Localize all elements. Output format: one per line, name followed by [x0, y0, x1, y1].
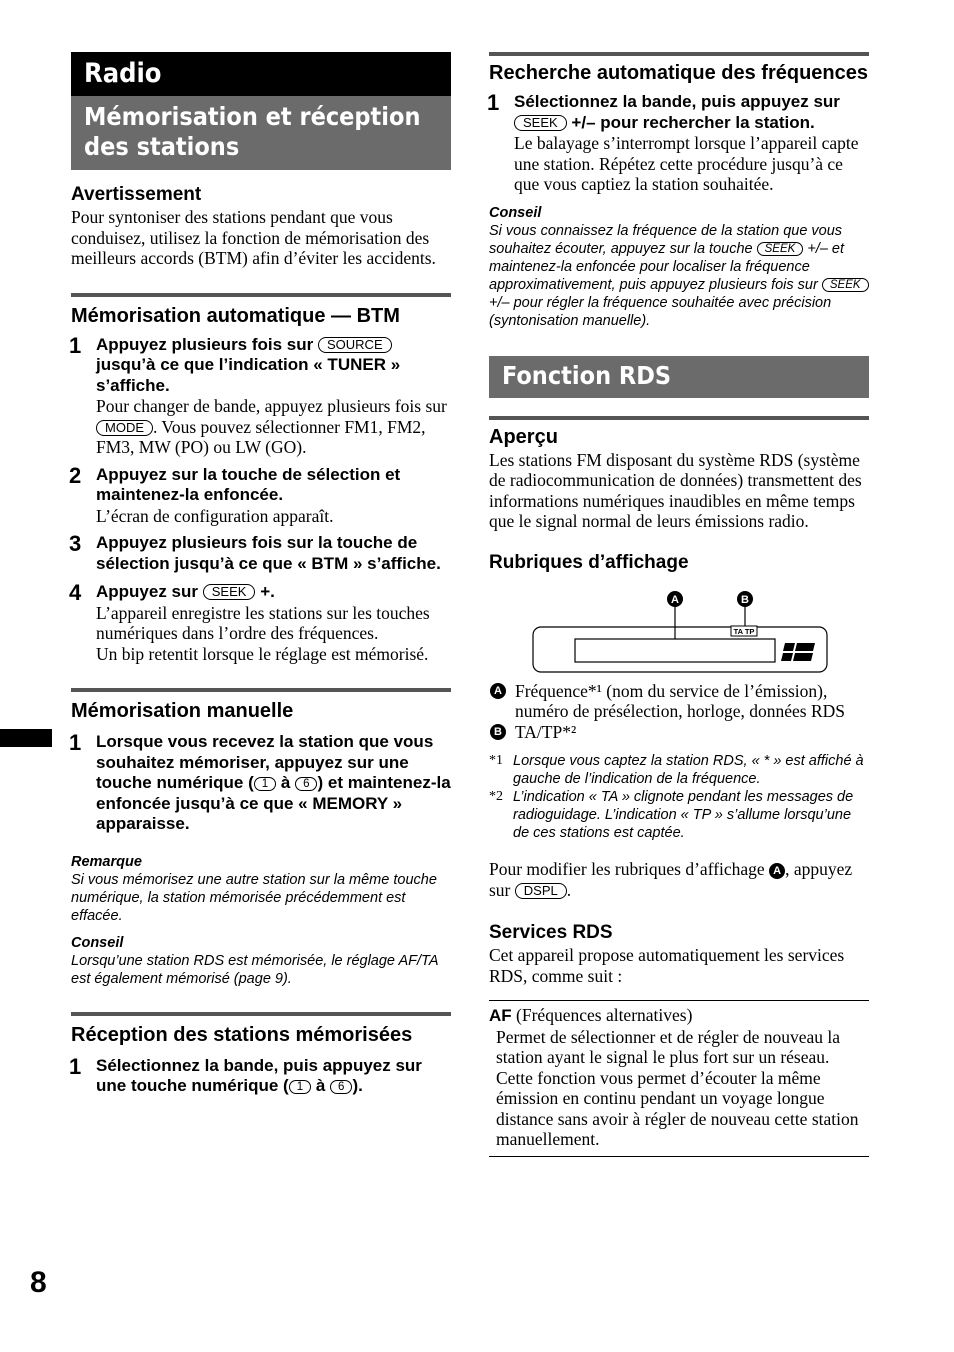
btm-step-4: 4 Appuyez sur SEEK +. L’appareil enregistre les stations sur les touches numériques dans l’ordre des fréquences. Un bip retentit lorsque le réglage est mémorisé.	[69, 580, 430, 664]
footnote-2: *2 L’indication « TA » clignote pendant les messages de radioguidage. L’indication « TP » s’allume lorsqu’une de ces stations est captée.	[489, 789, 854, 841]
seek-key: SEEK	[203, 584, 256, 600]
rubriques-title: Rubriques d’affichage	[489, 551, 689, 573]
dspl-key: DSPL	[515, 883, 567, 899]
services-text: Cet appareil propose automatiquement les services RDS, comme suit :	[489, 945, 845, 986]
left-column	[71, 52, 451, 1097]
marker-a: A	[490, 683, 506, 699]
item-b: B TA/TP*²	[489, 722, 869, 743]
conseil-text: Si vous connaissez la fréquence de la station que vous souhaitez écouter, appuyez sur la touche SEEK +/– et maintenez-la enfoncée pour localiser la fréquence approximativement, puis appuyez plusieurs fois sur SEEK +/– pour régler la fréquence souhaitée avec précision (syntonisation manuelle).	[489, 222, 869, 330]
modify-text: Pour modifier les rubriques d’affichage A , appuyez sur DSPL .	[489, 859, 853, 900]
btm-step-3: 3 Appuyez plusieurs fois sur la touche de sélection jusqu’à ce que « BTM » s’affiche.	[69, 531, 441, 573]
footnote-1: *1 Lorsque vous captez la station RDS, « * » est affiché à gauche de l’indication de la fréquence.	[489, 753, 864, 787]
remarque-title: Remarque	[71, 853, 142, 870]
btm-step-1: 1 Appuyez plusieurs fois sur SOURCE jusqu’à ce que l’indication « TUNER » s’affiche. Pour changer de bande, appuyez plusieurs fois sur MODE . Vous pouvez sélectionner FM1, FM2, FM3, MW (PO) ou LW (GO).	[69, 332, 447, 457]
source-key: SOURCE	[318, 337, 392, 353]
display-panel-illustration	[489, 589, 869, 677]
manual-title: Mémorisation manuelle	[71, 700, 294, 722]
marker-b: B	[490, 724, 506, 740]
services-title: Services RDS	[489, 922, 613, 943]
avertissement-title: Avertissement	[71, 184, 202, 205]
page-number: 8	[30, 1266, 47, 1299]
recall-step-1: 1 Sélectionnez la bande, puis appuyez sur une touche numérique ( 1 à 6 ).	[69, 1053, 422, 1095]
rds-header: Fonction RDS	[489, 356, 869, 398]
conseil-text: Lorsqu’une station RDS est mémorisée, le réglage AF/TA est également mémorisé (page 9).	[71, 952, 438, 987]
btm-step-2: 2 Appuyez sur la touche de sélection et maintenez-la enfoncée. L’écran de configuration apparaît.	[69, 462, 401, 526]
memo-header: Mémorisation et réception des stations	[71, 96, 451, 170]
manual-step-1: 1 Lorsque vous recevez la station que vous souhaitez mémoriser, appuyez sur une touche numérique ( 1 à 6 ) et maintenez-la enfoncée jusqu’à ce que « MEMORY » apparaisse.	[69, 730, 451, 833]
af-box: AF (Fréquences alternatives) Permet de sélectionner et de régler de nouveau la station ayant le signal le plus fort sur un réseau. Cette fonction vous permet d’écouter la même émission en continu pendant un voyage longue distance sans avoir à régler de nouveau cette station manuellement.	[489, 1000, 869, 1157]
remarque-text: Si vous mémorisez une autre station sur la même touche numérique, la station mémorisée précédemment est effacée.	[71, 871, 437, 924]
search-title: Recherche automatique des fréquences	[489, 62, 869, 84]
btm-title: Mémorisation automatique — BTM	[71, 304, 400, 327]
mode-key: MODE	[96, 420, 153, 436]
recall-title: Réception des stations mémorisées	[71, 1023, 413, 1046]
conseil-title: Conseil	[71, 934, 124, 951]
right-column	[489, 52, 869, 1157]
section-tab-marker	[0, 729, 52, 747]
apercu-text: Les stations FM disposant du système RDS (système de radiocommunication de données) transmettent des informations numériques inaudibles en même temps que le signal normal de leurs émissions radio.	[489, 449, 862, 531]
conseil-title: Conseil	[489, 204, 542, 221]
avertissement-text: Pour syntoniser des stations pendant que vous conduisez, utilisez la fonction de mémorisation des meilleurs accords (BTM) afin d’éviter les accidents.	[71, 207, 436, 268]
radio-header: Radio	[71, 52, 451, 96]
svg-text:A: A	[671, 593, 679, 606]
seek-key: SEEK	[514, 115, 567, 131]
search-step-1: 1 Sélectionnez la bande, puis appuyez sur SEEK +/– pour rechercher la station. Le balayage s’interrompt lorsque l’appareil capte une station. Répétez cette procédure jusqu’à ce que vous captiez la station souhaitée.	[487, 90, 859, 194]
display-diagram	[489, 589, 869, 677]
svg-text:B: B	[741, 593, 749, 606]
item-a: A Fréquence*¹ (nom du service de l’émission), numéro de présélection, horloge, données RDS	[489, 681, 869, 722]
ta-tp-label: TA TP	[733, 626, 755, 636]
apercu-title: Aperçu	[489, 425, 558, 448]
